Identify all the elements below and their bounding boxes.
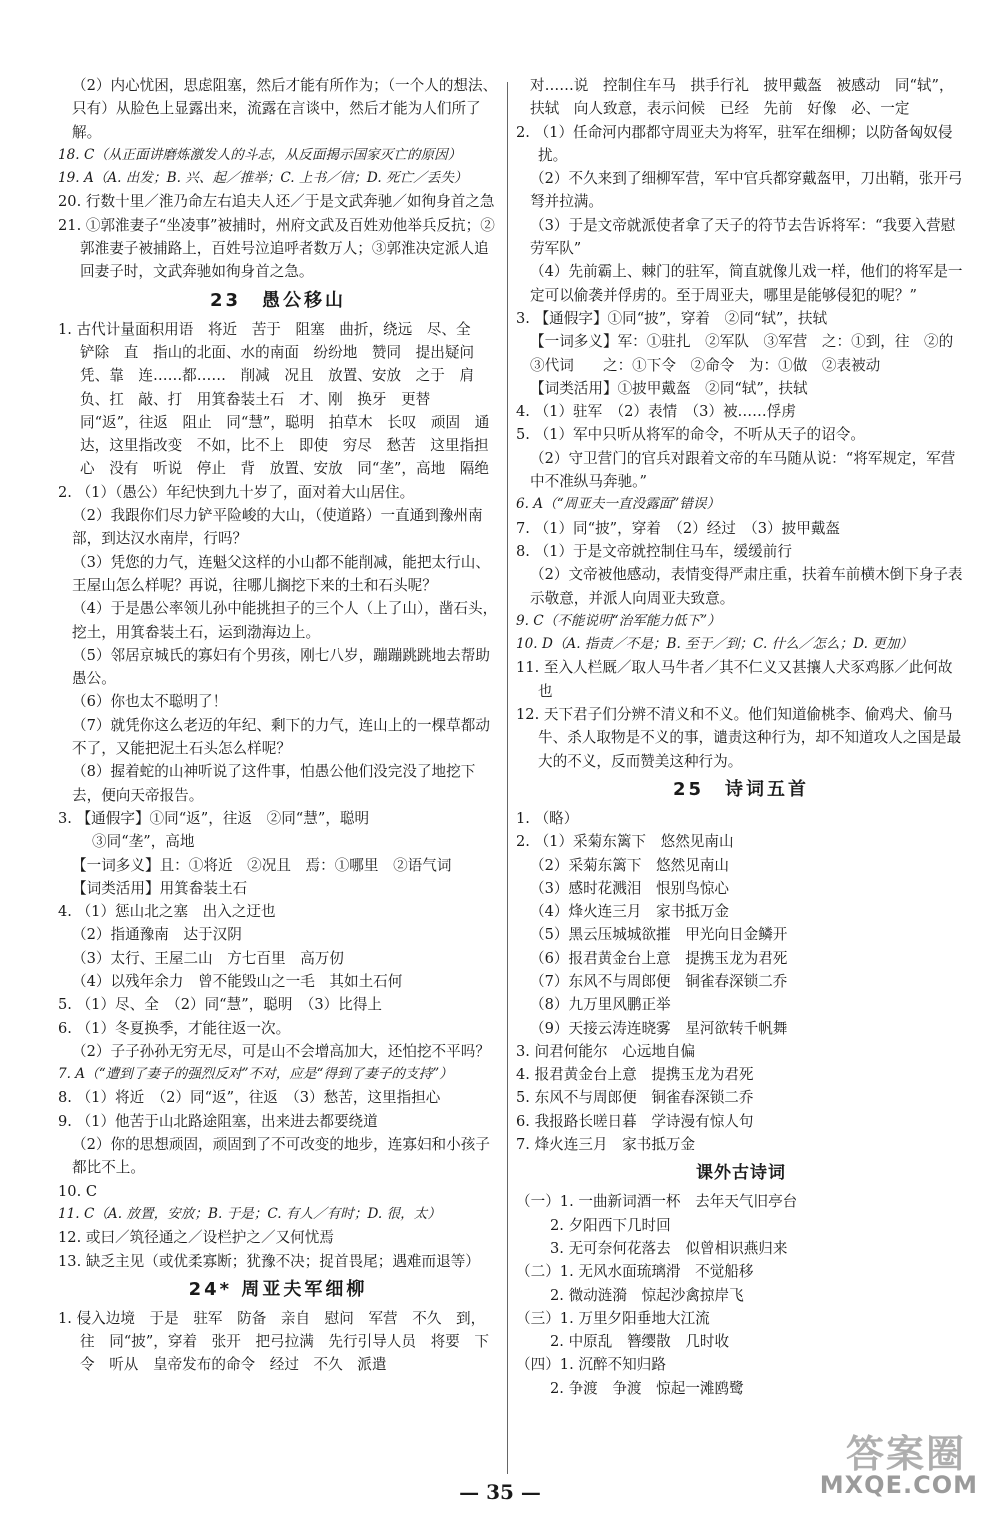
- page-number: — 35 —: [459, 1480, 541, 1504]
- answer-line: 8. （1）于是文帝就控制住马车，缓缓前行: [516, 542, 792, 560]
- answer-line: 10. D（A. 指责／不是；B. 至于／到；C. 什么／怎么；D. 更加）: [516, 636, 914, 653]
- answer-line: 1. （略）: [516, 809, 579, 827]
- section-heading: 23 愚公移山: [209, 289, 347, 311]
- answer-line: （5）黑云压城城欲摧 甲光向日金鳞开: [530, 926, 788, 944]
- answer-line: （3）于是文帝就派使者拿了天子的符节去告诉将军：“我要入营慰劳军队”: [530, 216, 956, 258]
- answer-line: 4. 报君黄金台上意 提携玉龙为君死: [516, 1066, 754, 1084]
- answer-line: （4）于是愚公率领儿孙中能挑担子的三个人（上了山），凿石头，挖土，用箕畚装土石，运到渤海边上。: [72, 600, 498, 641]
- answer-line: 9. C（不能说明“治军能力低下”）: [516, 612, 721, 629]
- answer-line: 8. （1）将近 （2）同“返”，往返 （3）愁苦，这里指担心: [58, 1089, 441, 1107]
- answer-line: ③同“垄”，高地: [92, 833, 195, 851]
- watermark-text: 答案圈: [845, 1432, 966, 1476]
- answer-line: （2）守卫营门的官兵对跟着文帝的车马随从说：“将军规定，军营中不准纵马奔驰。”: [530, 449, 956, 491]
- answer-line: （4）以残年余力 曾不能毁山之一毛 其如土石何: [72, 972, 403, 990]
- answer-line: 4. （1）驻军 （2）表情 （3）被……俘虏: [516, 403, 796, 421]
- answer-line: （2）内心忧困，思虑阻塞，然后才能有所作为；（一个人的想法、只有）从脸色上显露出来，流露在言谈中，然后才能为人们所了解。: [72, 77, 498, 141]
- answer-line: 2. 争渡 争渡 惊起一滩鸥鹭: [550, 1379, 744, 1397]
- answer-line: （6）你也太不聪明了！: [72, 693, 228, 711]
- answer-line: （9）天接云涛连晓雾 星河欲转千帆舞: [530, 1019, 788, 1037]
- answer-line: （2）文帝被他感动，表情变得严肃庄重，扶着车前横木倒下身子表示敬意，并派人向周亚夫致意。: [530, 566, 963, 607]
- answer-line: 4. （1）惩山北之塞 出入之迂也: [58, 903, 276, 921]
- answer-line: （一）1. 一曲新词酒一杯 去年天气旧亭台: [516, 1193, 798, 1211]
- answer-line: 3. 【通假字】①同“返”，往返 ②同“慧”，聪明: [58, 809, 370, 827]
- watermark-logo: [800, 1421, 978, 1499]
- answer-line: 2. （1）采菊东篱下 悠然见南山: [516, 833, 734, 851]
- answer-line: （8）九万里风鹏正举: [530, 996, 671, 1014]
- answer-line: （2）我跟你们尽力铲平险峻的大山，（使道路）一直通到豫州南部，到达汉水南岸，行吗？: [72, 507, 483, 548]
- answer-line: 2. （1）（愚公）年纪快到九十岁了，面对着大山居住。: [58, 483, 415, 501]
- answer-line: 12. 天下君子们分辨不清义和不义。他们知道偷桃李、偷鸡犬、偷马牛、杀人取物是不义的事，谴责这种行为，却不知道攻人之国是最大的不义，反而赞美这种行为。: [516, 706, 962, 770]
- answer-line: 6. A（“周亚夫一直没露面”错误）: [516, 496, 721, 513]
- answer-line: 1. 侵入边境 于是 驻军 防备 亲自 慰问 军营 不久 到，往 同“披”，穿着 张开 把弓拉满 先行引导人员 将要 下令 听从 皇帝发布的命令 经过 不久 派遣: [58, 1309, 489, 1374]
- answer-line: 2. 微动涟漪 惊起沙禽掠岸飞: [550, 1286, 744, 1304]
- answer-line: 2. （1）任命河内郡都守周亚夫为将军，驻军在细柳；以防备匈奴侵扰。: [516, 123, 953, 164]
- answer-line: （5）邻居京城氏的寡妇有个男孩，刚七八岁，蹦蹦跳跳地去帮助愚公。: [72, 646, 490, 688]
- answer-line: （2）你的思想顽固，顽固到了不可改变的地步，连寡妇和小孩子都比不上。: [72, 1136, 490, 1177]
- answer-line: （四）1. 沉醉不知归路: [516, 1356, 666, 1374]
- answer-line: 【一词多义】军：①驻扎 ②军队 ③军营 之：①到，往 ②的 ③代词 之：①下令 ②命令 为：①做 ②表被动: [530, 333, 968, 374]
- answer-line: 5. （1）军中只听从将军的命令，不听从天子的诏令。: [516, 426, 865, 444]
- answer-line: 5. （1）尽、全 （2）同“慧”，聪明 （3）比得上: [58, 996, 383, 1014]
- answer-line: 7. （1）同“披”，穿着 （2）经过 （3）披甲戴盔: [516, 519, 841, 537]
- section-heading: 24* 周亚夫军细柳: [188, 1278, 368, 1300]
- answer-line: （3）凭您的力气，连魁父这样的小山都不能削减，能把太行山、王屋山怎么样呢？再说，往哪儿搁挖下来的土和石头呢？: [72, 553, 490, 594]
- answer-line: （2）指通豫南 达于汉阴: [72, 926, 242, 944]
- answer-line: （3）感时花溅泪 恨别鸟惊心: [530, 879, 730, 897]
- left-column: [58, 74, 498, 1377]
- answer-line: 11. C（A. 放置，安放；B. 于是；C. 有人／有时；D. 很，太）: [58, 1205, 441, 1222]
- answer-line: （三）1. 万里夕阳垂地大江流: [516, 1309, 710, 1327]
- answer-line: 1. 古代计量面积用语 将近 苦于 阻塞 曲折，绕远 尽、全 铲除 直 指山的北面、水的南面 纷纷地 赞同 提出疑问 凭、靠 连……都…… 削减 况且 放置、安放 之于 肩负、扛 敲、打 用箕畚装土石 才、刚 换牙 更替 同“返”，往返 阻止 同“慧”，聪明 拍草木 长叹 顽固 通达，这里指改变 不如，比不上 即使 穷尽 愁苦 这里指担心 没有 听说 停止 背 放置、安放 同“垄”，高地 隔绝: [58, 320, 490, 478]
- section-heading: 25 诗词五首: [672, 778, 810, 800]
- answer-line: 3. 问君何能尔 心远地自偏: [516, 1042, 696, 1060]
- answer-line: 11. 至入人栏厩／取人马牛者／其不仁义又甚攘人犬豕鸡豚／此何故也: [516, 659, 953, 700]
- section-heading: 课外古诗词: [696, 1163, 786, 1184]
- answer-line: 6. （1）冬夏换季，才能往返一次。: [58, 1019, 291, 1037]
- right-column: [516, 74, 966, 1400]
- answer-line: 2. 夕阳西下几时回: [550, 1216, 671, 1234]
- answer-line: （4）先前霸上、棘门的驻军，简直就像儿戏一样，他们的将军是一定可以偷袭并俘虏的。至于周亚夫，哪里是能够侵犯的呢？”: [530, 263, 963, 304]
- answer-line: 【一词多义】且：①将近 ②况且 焉：①哪里 ②语气词: [72, 856, 452, 874]
- answer-line: 对……说 控制住车马 拱手行礼 披甲戴盔 被感动 同“轼”，扶轼 向人致意，表示问候 已经 先前 好像 必、一定: [530, 77, 954, 118]
- answer-line: 3. 【通假字】①同“披”，穿着 ②同“轼”，扶轼: [516, 309, 828, 327]
- answer-line: 7. A（“遭到了妻子的强烈反对”不对，应是“得到了妻子的支持”）: [58, 1066, 453, 1083]
- answer-line: （6）报君黄金台上意 提携玉龙为君死: [530, 949, 788, 967]
- answer-line: 9. （1）他苦于山北路途阻塞，出来进去都要绕道: [58, 1112, 378, 1130]
- answer-line: 10. C: [58, 1182, 98, 1200]
- answer-line: （4）烽火连三月 家书抵万金: [530, 903, 730, 921]
- answer-line: 2. 中原乱 簪缨散 几时收: [550, 1333, 730, 1351]
- answer-line: 5. 东风不与周郎便 铜雀春深锁二乔: [516, 1089, 754, 1107]
- answer-line: 6. 我报路长嗟日暮 学诗漫有惊人句: [516, 1112, 754, 1130]
- answer-line: 18. C（从正面讲磨炼激发人的斗志，从反面揭示国家灭亡的原因）: [58, 146, 462, 163]
- answer-line: （2）采菊东篱下 悠然见南山: [530, 856, 730, 874]
- answer-line: （3）太行、王屋二山 方七百里 高万仞: [72, 949, 344, 967]
- answer-line: （2）子子孙孙无穷无尽，可是山不会增高加大，还怕挖不平吗？: [72, 1042, 490, 1060]
- answer-line: 3. 无可奈何花落去 似曾相识燕归来: [550, 1239, 788, 1257]
- watermark-url: MXQE.COM: [819, 1471, 978, 1499]
- answer-line: （8）握着蛇的山神听说了这件事，怕愚公他们没完没了地挖下去，便向天帝报告。: [72, 763, 476, 804]
- answer-line: （2）不久来到了细柳军营，军中官兵都穿戴盔甲，刀出鞘，张开弓弩并拉满。: [530, 170, 963, 211]
- answer-line: 【词类活用】①披甲戴盔 ②同“轼”，扶轼: [530, 379, 808, 397]
- answer-line: 21. ①郭淮妻子“坐凌事”被捕时，州府文武及百姓劝他举兵反抗；②郭淮妻子被捕路上，百姓号泣追呼者数万人；③郭淮决定派人追回妻子时，文武奔驰如徇身首之急。: [58, 216, 495, 281]
- answer-line: 12. 或曰／筑径通之／设栏护之／又何忧焉: [58, 1229, 334, 1247]
- answer-line: （二）1. 无风水面琉璃滑 不觉船移: [516, 1263, 754, 1281]
- answer-line: 20. 行数十里／淮乃命左右追夫人还／于是文武奔驰／如徇身首之急: [58, 193, 495, 211]
- column-divider: [507, 82, 508, 1474]
- answer-line: 7. 烽火连三月 家书抵万金: [516, 1136, 696, 1154]
- answer-line: （7）就凭你这么老迈的年纪、剩下的力气，连山上的一棵草都动不了，又能把泥土石头怎么样呢？: [72, 716, 490, 758]
- answer-line: 19. A（A. 出发；B. 兴、起／推举；C. 上书／信；D. 死亡／丢失）: [58, 170, 468, 187]
- answer-line: （7）东风不与周郎便 铜雀春深锁二乔: [530, 972, 788, 990]
- answer-line: 13. 缺乏主见（或优柔寡断；犹豫不决；捉首畏尾；遇难而退等）: [58, 1252, 480, 1270]
- answer-line: 【词类活用】用箕畚装土石: [72, 879, 248, 897]
